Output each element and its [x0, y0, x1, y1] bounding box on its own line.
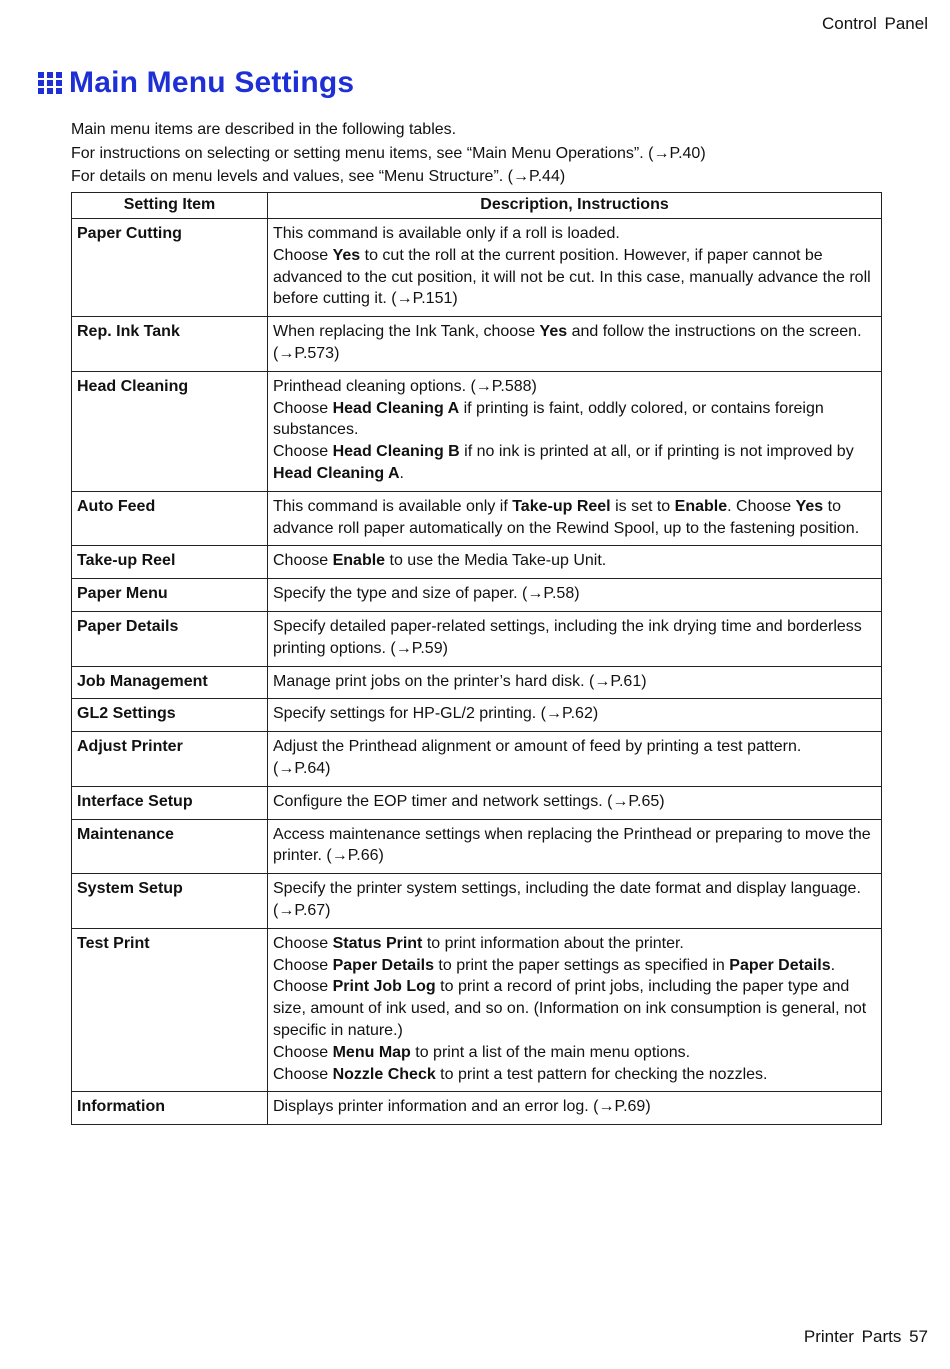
setting-item-name: Rep. Ink Tank	[72, 317, 268, 372]
page-footer	[804, 1327, 928, 1347]
grid-icon	[38, 70, 64, 96]
page-number: 57	[909, 1327, 928, 1346]
setting-item-name: Adjust Printer	[72, 732, 268, 787]
setting-item-description: Displays printer information and an error log. (→P.69)	[268, 1092, 882, 1125]
setting-item-name: System Setup	[72, 874, 268, 929]
table-header-row	[72, 193, 882, 219]
table-row	[72, 666, 882, 699]
setting-item-name: Paper Details	[72, 611, 268, 666]
setting-item-description: Specify settings for HP-GL/2 printing. (→P.62)	[268, 699, 882, 732]
setting-item-description: Manage print jobs on the printer’s hard disk. (→P.61)	[268, 666, 882, 699]
table-row	[72, 317, 882, 372]
setting-item-name: GL2 Settings	[72, 699, 268, 732]
setting-item-name: Auto Feed	[72, 491, 268, 546]
footer-section: Printer Parts	[803, 1327, 902, 1346]
page-title-row	[38, 66, 354, 100]
setting-item-description: Specify detailed paper-related settings, including the ink drying time and borderless printing options. (→P.59)	[268, 611, 882, 666]
table-row	[72, 786, 882, 819]
table-row	[72, 732, 882, 787]
setting-item-description: Specify the printer system settings, including the date format and display language. (→P.67)	[268, 874, 882, 929]
table-row	[72, 819, 882, 874]
column-header-description: Description, Instructions	[268, 193, 882, 219]
table-row	[72, 371, 882, 491]
setting-item-description: Specify the type and size of paper. (→P.58)	[268, 579, 882, 612]
page-title: Main Menu Settings	[69, 66, 355, 99]
setting-item-name: Maintenance	[72, 819, 268, 874]
table-row	[72, 874, 882, 929]
setting-item-description: Choose Status Print to print information about the printer. Choose Paper Details to print the paper settings as specified in Paper Details. Choose Print Job Log to print a record of print jobs, including the paper type and size, amount of ink used, and so on. (Information on ink consumption is general, not specific in nature.) Choose Menu Map to print a list of the main menu options. Choose Nozzle Check to print a test pattern for checking the nozzles.	[268, 928, 882, 1092]
running-header: Control Panel	[821, 14, 928, 33]
setting-item-name: Paper Menu	[72, 579, 268, 612]
setting-item-name: Interface Setup	[72, 786, 268, 819]
menu-settings-table	[71, 192, 882, 1125]
intro-text	[71, 118, 706, 189]
setting-item-description: Adjust the Printhead alignment or amount of feed by printing a test pattern. (→P.64)	[268, 732, 882, 787]
setting-item-name: Test Print	[72, 928, 268, 1092]
setting-item-name: Take-up Reel	[72, 546, 268, 579]
setting-item-description: Access maintenance settings when replacing the Printhead or preparing to move the printer. (→P.66)	[268, 819, 882, 874]
setting-item-description: Choose Enable to use the Media Take-up Unit.	[268, 546, 882, 579]
column-header-setting-item: Setting Item	[72, 193, 268, 219]
table-row	[72, 611, 882, 666]
intro-line: For instructions on selecting or setting menu items, see “Main Menu Operations”. (→P.40)	[71, 144, 706, 162]
setting-item-description: Printhead cleaning options. (→P.588) Choose Head Cleaning A if printing is faint, oddly colored, or contains foreign substances. Choose Head Cleaning B if no ink is printed at all, or if printing is not improved by Head Cleaning A.	[268, 371, 882, 491]
intro-line: For details on menu levels and values, see “Menu Structure”. (→P.44)	[71, 168, 566, 185]
setting-item-name: Paper Cutting	[72, 219, 268, 317]
table-row	[72, 491, 882, 546]
table-row	[72, 1092, 882, 1125]
table-row	[72, 928, 882, 1092]
setting-item-name: Information	[72, 1092, 268, 1125]
intro-line: Main menu items are described in the following tables.	[71, 121, 457, 138]
table-row	[72, 546, 882, 579]
setting-item-description: Configure the EOP timer and network settings. (→P.65)	[268, 786, 882, 819]
setting-item-description: This command is available only if Take-up Reel is set to Enable. Choose Yes to advance roll paper automatically on the Rewind Spool, up to the fastening position.	[268, 491, 882, 546]
table-row	[72, 699, 882, 732]
setting-item-name: Job Management	[72, 666, 268, 699]
table-row	[72, 579, 882, 612]
setting-item-name: Head Cleaning	[72, 371, 268, 491]
setting-item-description: This command is available only if a roll is loaded. Choose Yes to cut the roll at the current position. However, if paper cannot be advanced to the cut position, it will not be cut. In this case, manually advance the roll before cutting it. (→P.151)	[268, 219, 882, 317]
setting-item-description: When replacing the Ink Tank, choose Yes and follow the instructions on the screen. (→P.573)	[268, 317, 882, 372]
table-row	[72, 219, 882, 317]
